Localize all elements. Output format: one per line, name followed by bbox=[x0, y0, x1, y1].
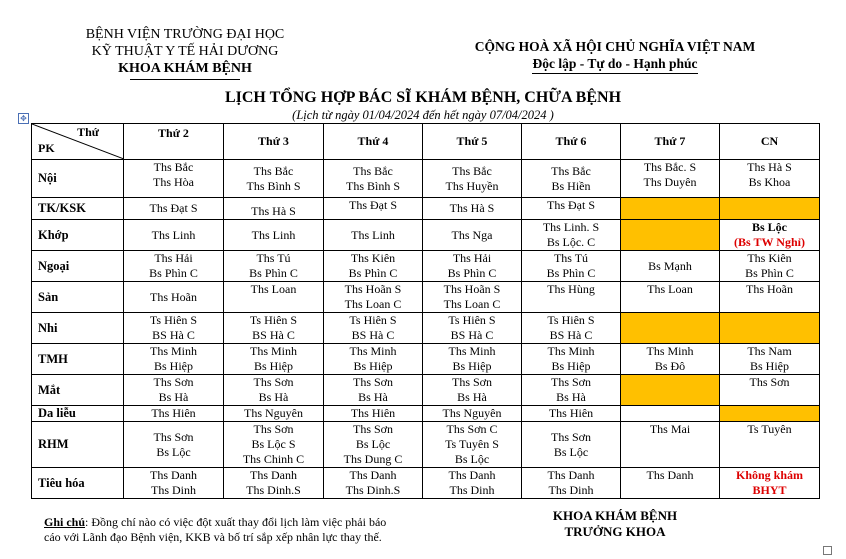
doctor-name: Ths Linh bbox=[351, 227, 395, 242]
doctor-name: Bs Hà bbox=[457, 390, 487, 404]
doctor-name: Ts Hiên S bbox=[149, 313, 198, 327]
doctor-name: Ths Đạt S bbox=[149, 201, 198, 215]
clinic-name-cell: Ngoại bbox=[32, 251, 124, 282]
clinic-name-cell: Sản bbox=[32, 282, 124, 313]
doctor-name: Bs Lộc bbox=[751, 220, 787, 234]
clinic-name-cell: Da liễu bbox=[32, 406, 124, 422]
doctor-name: Ths Loan C bbox=[443, 297, 501, 311]
doctor-name: Ths Sơn bbox=[253, 375, 294, 389]
schedule-cell[interactable] bbox=[720, 344, 820, 375]
doctor-name: Ths Hà S bbox=[747, 160, 792, 174]
schedule-cell[interactable] bbox=[621, 160, 720, 198]
schedule-cell[interactable] bbox=[621, 282, 720, 313]
doctor-name: Ths Bắc bbox=[153, 160, 194, 174]
doctor-name: Ths Minh bbox=[448, 344, 496, 358]
schedule-cell[interactable] bbox=[423, 251, 522, 282]
schedule-cell[interactable] bbox=[522, 375, 621, 406]
doctor-name: Ts Tuyên bbox=[747, 422, 792, 436]
doctor-name: Ths Sơn C bbox=[446, 422, 498, 436]
signature-block bbox=[520, 508, 710, 540]
doctor-name: Bs Phìn C bbox=[149, 266, 198, 280]
schedule-cell[interactable] bbox=[324, 468, 423, 499]
schedule-cell[interactable] bbox=[324, 344, 423, 375]
doctor-name: Ths Danh bbox=[448, 468, 496, 482]
day-header: Thứ 7 bbox=[621, 124, 720, 160]
schedule-cell[interactable] bbox=[224, 375, 324, 406]
table-header-row bbox=[32, 124, 820, 160]
doctor-name: Ths Sơn bbox=[153, 429, 194, 444]
doctor-name: Ths Danh bbox=[150, 468, 197, 482]
schedule-cell[interactable] bbox=[423, 160, 522, 198]
doctor-name: Bs Đô bbox=[654, 359, 686, 373]
date-range-subtitle: (Lịch từ ngày 01/04/2024 đến hết ngày 07/04/2024 ) bbox=[292, 108, 554, 122]
doctor-name: Ths Loan bbox=[250, 282, 297, 296]
table-resize-handle-icon[interactable] bbox=[823, 546, 832, 555]
doctor-name: Ths Sơn bbox=[352, 375, 394, 389]
day-header: CN bbox=[720, 124, 820, 160]
schedule-cell[interactable] bbox=[324, 282, 423, 313]
doctor-name: Ths Nam bbox=[747, 344, 792, 358]
signature-dept: KHOA KHÁM BỆNH bbox=[552, 508, 678, 523]
doctor-name: Ths Tú bbox=[256, 251, 291, 265]
table-row bbox=[32, 468, 820, 499]
doctor-name: Ths Bắc bbox=[353, 163, 393, 178]
schedule-cell[interactable] bbox=[720, 468, 820, 499]
clinic-name-cell: Tiêu hóa bbox=[32, 468, 124, 499]
doctor-name: Ths Dinh.S bbox=[345, 483, 401, 497]
doctor-name: BS Hà C bbox=[351, 328, 395, 342]
schedule-cell[interactable] bbox=[720, 198, 820, 220]
doctor-name: Ths Sơn bbox=[550, 375, 592, 389]
schedule-cell[interactable] bbox=[224, 406, 324, 422]
doctor-name: Ths Danh bbox=[646, 468, 694, 482]
table-row bbox=[32, 282, 820, 313]
schedule-cell[interactable] bbox=[621, 220, 720, 251]
doctor-name: Ths Bắc bbox=[253, 163, 294, 178]
table-row bbox=[32, 406, 820, 422]
schedule-cell[interactable] bbox=[621, 375, 720, 406]
clinic-name-cell: RHM bbox=[32, 422, 124, 468]
doctor-name: Ths Tú bbox=[553, 251, 589, 265]
doctor-name: Ths Dinh bbox=[548, 483, 594, 497]
schedule-cell[interactable] bbox=[324, 422, 423, 468]
schedule-cell[interactable] bbox=[621, 251, 720, 282]
page-title: LỊCH TỔNG HỢP BÁC SĨ KHÁM BỆNH, CHỮA BỆNH bbox=[224, 89, 622, 106]
doctor-name: Bs Phìn C bbox=[447, 266, 497, 280]
footnote-label: Ghi chú bbox=[44, 515, 86, 529]
doctor-name: Không khám bbox=[735, 468, 804, 482]
doctor-name: Ths Mai bbox=[649, 422, 691, 436]
schedule-cell[interactable] bbox=[224, 282, 324, 313]
corner-pk-label: PK bbox=[38, 141, 55, 155]
doctor-name: Ths Sơn bbox=[352, 422, 394, 436]
doctor-name: Ths Bắc. S bbox=[643, 160, 697, 174]
schedule-cell[interactable] bbox=[522, 344, 621, 375]
doctor-name: Bs Hiệp bbox=[154, 359, 193, 373]
schedule-cell[interactable] bbox=[224, 160, 324, 198]
schedule-cell[interactable] bbox=[423, 198, 522, 220]
doctor-name: Ths Hoãn bbox=[746, 282, 793, 296]
schedule-cell[interactable] bbox=[124, 313, 224, 344]
department-name: KHOA KHÁM BỆNH bbox=[118, 61, 252, 76]
doctor-name: Bs Lộc bbox=[355, 437, 391, 451]
schedule-cell[interactable] bbox=[720, 406, 820, 422]
corner-day-label: Thứ bbox=[77, 125, 99, 139]
doctor-name: Ths Đạt S bbox=[547, 198, 595, 212]
doctor-name: Ths Nguyên bbox=[442, 406, 502, 420]
schedule-cell[interactable] bbox=[720, 282, 820, 313]
national-motto: Độc lập - Tự do - Hạnh phúc bbox=[532, 55, 697, 74]
doctor-name: Bs Hiệp bbox=[353, 359, 393, 373]
schedule-cell[interactable] bbox=[720, 313, 820, 344]
corner-header-cell bbox=[32, 124, 124, 160]
doctor-name: Ths Minh bbox=[349, 344, 397, 358]
schedule-cell[interactable] bbox=[224, 313, 324, 344]
schedule-cell[interactable] bbox=[423, 220, 522, 251]
schedule-cell[interactable] bbox=[224, 251, 324, 282]
schedule-cell[interactable] bbox=[224, 198, 324, 220]
doctor-name: Bs Lộc bbox=[454, 452, 490, 466]
doctor-name: Bs Mạnh bbox=[648, 258, 692, 273]
doctor-name: Ths Dung C bbox=[343, 452, 403, 466]
doctor-name: Bs Lộc S bbox=[251, 437, 296, 451]
schedule-cell[interactable] bbox=[224, 422, 324, 468]
doctor-name: Ts Tuyên S bbox=[445, 437, 499, 451]
footnote-line1: : Đồng chí nào có việc đột xuất thay đổi lịch làm việc phải báo bbox=[85, 515, 387, 529]
schedule-cell[interactable] bbox=[522, 251, 621, 282]
day-header: Thứ 4 bbox=[324, 124, 423, 160]
doctor-name: Bs Phìn C bbox=[745, 266, 794, 280]
schedule-cell[interactable] bbox=[423, 468, 522, 499]
schedule-cell[interactable] bbox=[124, 344, 224, 375]
doctor-name: Ths Hiên bbox=[548, 406, 594, 420]
doctor-name: Ths Sơn bbox=[451, 375, 493, 389]
doctor-name: Bs Hà bbox=[158, 390, 189, 404]
doctor-name: Ths Minh bbox=[547, 344, 595, 358]
doctor-name: (Bs TW Nghỉ) bbox=[734, 235, 805, 249]
doctor-name: BHYT bbox=[752, 483, 787, 497]
schedule-cell[interactable] bbox=[124, 160, 224, 198]
footnote-line2: cáo với Lãnh đạo Bệnh viện, KKB và bố trí sắp xếp nhân lực thay thế. bbox=[44, 530, 382, 544]
schedule-cell[interactable] bbox=[324, 160, 423, 198]
doctor-name: Ts Hiên S bbox=[448, 313, 496, 327]
department-underline bbox=[130, 79, 240, 80]
doctor-name: Ts Hiên S bbox=[547, 313, 595, 327]
doctor-name: Bs Hiệp bbox=[750, 359, 789, 373]
schedule-cell[interactable] bbox=[621, 313, 720, 344]
schedule-cell[interactable] bbox=[522, 313, 621, 344]
table-row bbox=[32, 251, 820, 282]
doctor-name: Ths Duyên bbox=[643, 175, 697, 189]
doctor-name: Ths Minh bbox=[149, 344, 197, 358]
doctor-name: Ths Danh bbox=[547, 468, 595, 482]
schedule-cell[interactable] bbox=[423, 344, 522, 375]
table-row bbox=[32, 313, 820, 344]
doctor-name: Ths Đạt S bbox=[349, 198, 397, 212]
organization-header bbox=[70, 26, 300, 80]
schedule-cell[interactable] bbox=[720, 422, 820, 468]
table-row bbox=[32, 344, 820, 375]
schedule-cell[interactable] bbox=[423, 282, 522, 313]
schedule-cell[interactable] bbox=[522, 468, 621, 499]
schedule-cell[interactable] bbox=[124, 251, 224, 282]
schedule-cell[interactable] bbox=[324, 375, 423, 406]
schedule-cell[interactable] bbox=[522, 198, 621, 220]
org-name-line2: KỸ THUẬT Y TẾ HẢI DƯƠNG bbox=[91, 44, 279, 59]
doctor-name: Bs Hiệp bbox=[551, 359, 591, 373]
schedule-cell[interactable] bbox=[324, 406, 423, 422]
doctor-name: Ths Hiên bbox=[151, 406, 196, 420]
doctor-name: Ths Bình S bbox=[345, 178, 400, 193]
doctor-name: Bs Phìn C bbox=[348, 266, 398, 280]
doctor-name: Ths Dinh bbox=[449, 483, 495, 497]
schedule-cell[interactable] bbox=[124, 375, 224, 406]
doctor-name: Ths Dinh.S bbox=[246, 483, 301, 497]
clinic-name-cell: Nội bbox=[32, 160, 124, 198]
signature-title: TRƯỞNG KHOA bbox=[564, 524, 666, 539]
doctor-name: Ths Hùng bbox=[547, 282, 595, 296]
day-header: Thứ 3 bbox=[224, 124, 324, 160]
footnote bbox=[44, 515, 386, 545]
doctor-name: BS Hà C bbox=[152, 328, 195, 342]
schedule-cell[interactable] bbox=[621, 468, 720, 499]
national-header bbox=[455, 38, 775, 74]
doctor-name: Ths Kiên bbox=[350, 251, 396, 265]
doctor-name: Ths Nguyên bbox=[244, 406, 303, 420]
table-row bbox=[32, 422, 820, 468]
clinic-name-cell: Khớp bbox=[32, 220, 124, 251]
doctor-name: Ths Sơn bbox=[550, 429, 592, 444]
doctor-name: Ths Minh bbox=[249, 344, 297, 358]
schedule-table bbox=[31, 123, 820, 499]
doctor-name: Ths Chinh C bbox=[242, 452, 305, 466]
country-name: CỘNG HOÀ XÃ HỘI CHỦ NGHĨA VIỆT NAM bbox=[474, 39, 756, 54]
doctor-name: Ths Danh bbox=[349, 468, 397, 482]
doctor-name: Bs Hiệp bbox=[452, 359, 492, 373]
doctor-name: Bs Hà bbox=[258, 390, 289, 404]
schedule-cell[interactable] bbox=[124, 468, 224, 499]
schedule-cell[interactable] bbox=[522, 422, 621, 468]
doctor-name: Bs Khoa bbox=[748, 175, 791, 189]
doctor-name: Ths Sơn bbox=[153, 375, 194, 389]
table-move-handle-icon[interactable]: ✥ bbox=[18, 113, 29, 124]
schedule-cell[interactable] bbox=[124, 220, 224, 251]
doctor-name: Ths Bình S bbox=[246, 178, 301, 193]
schedule-cell[interactable] bbox=[324, 313, 423, 344]
doctor-name: Bs Lộc. C bbox=[546, 235, 596, 249]
table-row bbox=[32, 160, 820, 198]
doctor-name: Ths Dinh bbox=[151, 483, 196, 497]
table-row bbox=[32, 220, 820, 251]
doctor-name: Ths Hoãn bbox=[150, 289, 197, 304]
table-row bbox=[32, 198, 820, 220]
clinic-name-cell: TMH bbox=[32, 344, 124, 375]
schedule-cell[interactable] bbox=[423, 375, 522, 406]
schedule-cell[interactable] bbox=[124, 406, 224, 422]
doctor-name: Ths Hải bbox=[154, 251, 193, 265]
doctor-name: Bs Hà bbox=[358, 390, 388, 404]
doctor-name: Bs Lộc bbox=[553, 444, 589, 459]
doctor-name: Ths Linh. S bbox=[542, 220, 600, 234]
schedule-cell[interactable] bbox=[423, 313, 522, 344]
schedule-cell[interactable] bbox=[124, 422, 224, 468]
doctor-name: Ths Bắc bbox=[551, 163, 591, 178]
doctor-name: Ths Sơn bbox=[749, 375, 790, 389]
schedule-cell[interactable] bbox=[224, 468, 324, 499]
day-header: Thứ 2 bbox=[124, 124, 224, 160]
doctor-name: Ths Linh bbox=[151, 227, 196, 242]
doctor-name: Ths Hà S bbox=[449, 201, 495, 215]
schedule-cell[interactable] bbox=[621, 344, 720, 375]
schedule-cell[interactable] bbox=[720, 375, 820, 406]
doctor-name: Ts Hiên S bbox=[249, 313, 298, 327]
schedule-cell[interactable] bbox=[720, 220, 820, 251]
clinic-name-cell: Mắt bbox=[32, 375, 124, 406]
doctor-name: Ths Minh bbox=[646, 344, 694, 358]
schedule-cell[interactable] bbox=[324, 251, 423, 282]
doctor-name: Ths Linh bbox=[251, 227, 296, 242]
doctor-name: BS Hà C bbox=[450, 328, 494, 342]
doctor-name: Ths Hà S bbox=[251, 204, 296, 218]
clinic-name-cell: Nhi bbox=[32, 313, 124, 344]
schedule-cell[interactable] bbox=[423, 406, 522, 422]
day-header: Thứ 6 bbox=[522, 124, 621, 160]
schedule-cell[interactable] bbox=[621, 406, 720, 422]
clinic-name-cell: TK/KSK bbox=[32, 198, 124, 220]
doctor-name: Bs Phìn C bbox=[546, 266, 596, 280]
table-row bbox=[32, 375, 820, 406]
doctor-name: Ths Kiên bbox=[747, 251, 792, 265]
schedule-cell[interactable] bbox=[522, 160, 621, 198]
doctor-name: Bs Lộc bbox=[156, 444, 191, 459]
doctor-name: Ths Hoãn S bbox=[344, 282, 402, 296]
doctor-name: Ths Sơn bbox=[253, 422, 294, 436]
doctor-name: Bs Hà bbox=[556, 390, 586, 404]
schedule-cell[interactable] bbox=[224, 344, 324, 375]
schedule-cell[interactable] bbox=[720, 251, 820, 282]
doctor-name: Ths Hiên bbox=[350, 406, 396, 420]
doctor-name: Ths Danh bbox=[250, 468, 297, 482]
schedule-cell[interactable] bbox=[522, 406, 621, 422]
schedule-cell[interactable] bbox=[522, 282, 621, 313]
schedule-cell[interactable] bbox=[124, 282, 224, 313]
doctor-name: Ths Nga bbox=[451, 227, 493, 242]
schedule-cell[interactable] bbox=[324, 220, 423, 251]
schedule-cell[interactable] bbox=[124, 198, 224, 220]
doctor-name: Ts Hiên S bbox=[349, 313, 397, 327]
doctor-name: Bs Phìn C bbox=[249, 266, 298, 280]
schedule-cell[interactable] bbox=[720, 160, 820, 198]
doctor-name: BS Hà C bbox=[549, 328, 593, 342]
doctor-name: Ths Loan bbox=[647, 282, 693, 296]
org-name-line1: BỆNH VIỆN TRƯỜNG ĐẠI HỌC bbox=[85, 27, 285, 42]
schedule-cell[interactable] bbox=[621, 422, 720, 468]
day-header: Thứ 5 bbox=[423, 124, 522, 160]
schedule-cell[interactable] bbox=[324, 198, 423, 220]
doctor-name: Ths Hoãn S bbox=[443, 282, 501, 296]
schedule-cell[interactable] bbox=[621, 198, 720, 220]
doctor-name: Ths Hòa bbox=[153, 175, 194, 189]
doctor-name: Bs Hiền bbox=[551, 178, 591, 193]
schedule-cell[interactable] bbox=[224, 220, 324, 251]
doctor-name: Ths Huyền bbox=[445, 178, 499, 193]
doctor-name: Ths Loan C bbox=[344, 297, 402, 311]
doctor-name: Bs Hiệp bbox=[254, 359, 293, 373]
doctor-name: BS Hà C bbox=[252, 328, 295, 342]
schedule-cell[interactable] bbox=[423, 422, 522, 468]
schedule-cell[interactable] bbox=[522, 220, 621, 251]
doctor-name: Ths Hải bbox=[452, 251, 492, 265]
doctor-name: Ths Bắc bbox=[452, 163, 492, 178]
